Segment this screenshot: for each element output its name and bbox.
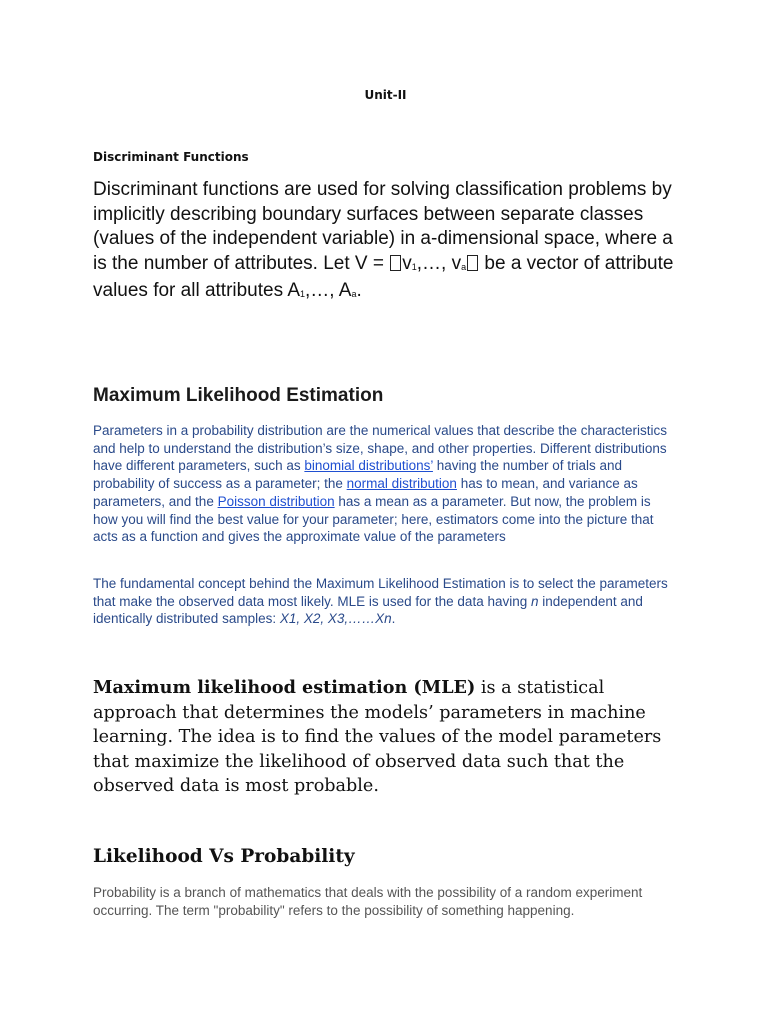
p1-text-4: has a mean as a parameter. But now, the problem is how you will find the best value for your parameter; here, estimators come into the picture that acts as a function and gives the approximate value of the parameters xyxy=(93,493,654,545)
mle-definition-paragraph xyxy=(93,676,683,799)
p1-text-2: having the number of trials and probability of success as a parameter; the xyxy=(93,458,623,492)
disc-sub-1b: 1 xyxy=(300,289,306,299)
probability-paragraph: Probability is a branch of mathematics that deals with the possibility of a random experiment occurring. The term "probability" refers to the possibility of something happening. xyxy=(93,885,643,918)
mle-definition-bold: Maximum likelihood estimation (MLE) xyxy=(93,677,476,698)
discriminant-heading: Discriminant Functions xyxy=(93,150,249,164)
likelihood-vs-probability-heading: Likelihood Vs Probability xyxy=(93,846,355,867)
disc-text-2: ,…, v xyxy=(416,252,462,274)
disc-sub-1: 1 xyxy=(411,261,417,272)
p2-n: n xyxy=(531,593,539,609)
p1-text-3: has to mean, and variance as parameters, and the xyxy=(93,476,638,509)
p2-samples: X1, X2, X3,……Xn xyxy=(279,611,392,627)
mle-definition-rest: is a statistical approach that determines the models’ parameters in machine learning. The idea is to find the values of the model parameters that maximize the likelihood of observed data such that the observed data is most probable. xyxy=(93,678,662,796)
poisson-distribution-link[interactable]: Poisson distribution xyxy=(217,493,335,509)
mle-concept-paragraph xyxy=(93,575,678,628)
discriminant-paragraph xyxy=(93,178,678,307)
disc-v-first: v xyxy=(402,252,412,274)
parameters-paragraph xyxy=(93,422,678,546)
disc-text-1: Discriminant functions are used for solving classification problems by implicitly describing boundary surfaces between separate classes (values of the independent variable) in a-dimensional space, where a is the number of attributes. Let V = xyxy=(93,179,673,274)
disc-text-4: ,…, A xyxy=(305,280,352,301)
p1-text-1: Parameters in a probability distribution are the numerical values that describe the characteristics and help to understand the distribution’s size, shape, and other properties. Different distributions have different parameters, such as xyxy=(93,423,668,474)
disc-sub-ab: a xyxy=(351,289,357,299)
unit-title: Unit-II xyxy=(364,88,407,102)
left-bracket-glyph-icon xyxy=(390,255,401,271)
disc-sub-a: a xyxy=(461,261,467,272)
binomial-distributions-link[interactable]: binomial distributions’ xyxy=(304,458,433,474)
normal-distribution-link[interactable]: normal distribution xyxy=(346,476,457,492)
p2-text-1: The fundamental concept behind the Maximum Likelihood Estimation is to select the parameters that make the observed data most likely. MLE is used for the data having xyxy=(93,576,668,609)
p2-text-2: independent and identically distributed samples: xyxy=(93,593,643,627)
disc-text-3: be a vector of attribute values for all attributes A xyxy=(93,252,674,301)
mle-heading: Maximum Likelihood Estimation xyxy=(93,385,384,406)
disc-text-5: . xyxy=(356,280,362,301)
p2-text-3: . xyxy=(391,611,396,627)
right-bracket-glyph-icon xyxy=(467,255,478,271)
